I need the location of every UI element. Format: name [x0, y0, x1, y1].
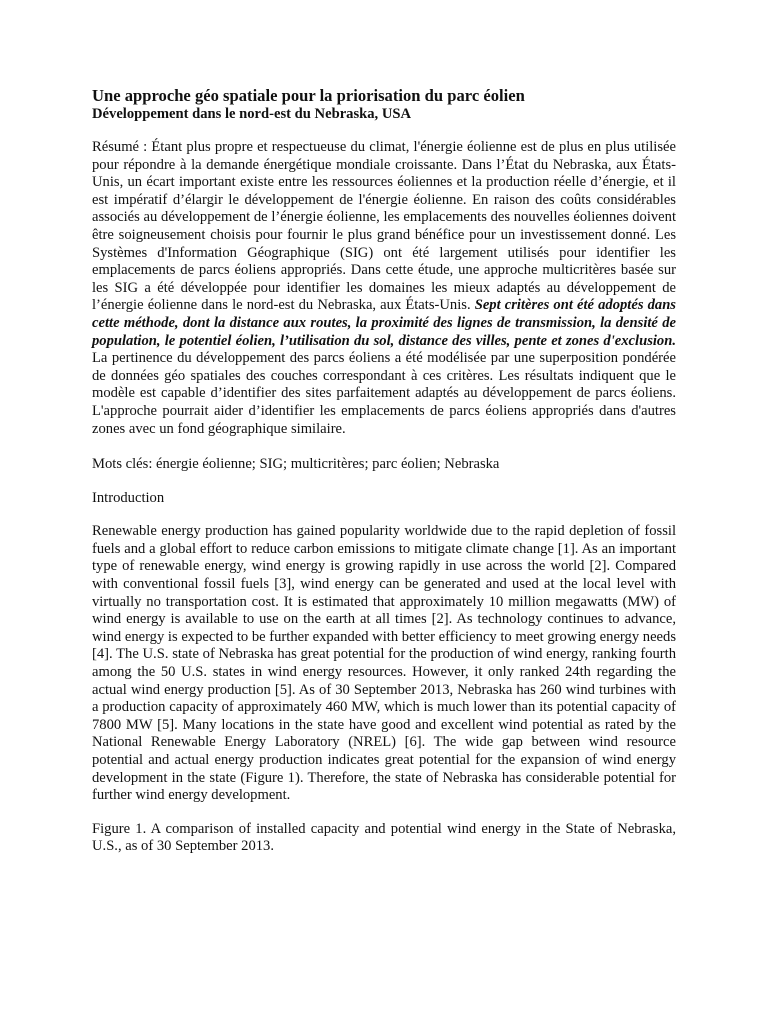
introduction-paragraph: Renewable energy production has gained popularity worldwide due to the rapid depletion of fossil fuels and a global effort to reduce carbon emissions to mitigate climate change [1]. As an important type of renewable energy, wind energy is growing rapidly in use across the world [2]. Compared with conventional fossil fuels [3], wind energy can be generated and used at the local level with virtually no transportation cost. It is estimated that approximately 10 million megawatts (MW) of wind energy is available to use on the earth at all times [2]. As technology continues to advance, wind energy is expected to be further expanded with better efficiency to meet growing energy needs [4]. The U.S. state of Nebraska has great potential for the production of wind energy, ranking fourth among the 50 U.S. states in wind energy resources. However, it only ranked 24th regarding the actual wind energy production [5]. As of 30 September 2013, Nebraska has 260 wind turbines with a production capacity of approximately 460 MW, which is much lower than its potential capacity of 7800 MW [5]. Many locations in the state have good and excellent wind potential as rated by the National Renewable Energy Laboratory (NREL) [6]. The wide gap between wind resource potential and actual energy production indicates great potential for the expansion of wind energy development in the state (Figure 1). Therefore, the state of Nebraska has considerable potential for further wind energy development. — [92, 523, 676, 804]
abstract-emphasis: Sept critères ont été adoptés dans cette méthode, dont la distance aux routes, la proximité des lignes de transmission, la densité de population, le potentiel éolien, l’utilisation du sol, distance des villes, pente et zones d'exclusion. — [92, 297, 676, 349]
document-subtitle: Développement dans le nord-est du Nebraska, USA — [92, 106, 412, 122]
abstract-text-part1: Résumé : Étant plus propre et respectueuse du climat, l'énergie éolienne est de plus en plus utilisée pour répondre à la demande énergétique mondiale croissante. Dans l’État du Nebraska, aux États-Unis, un écart important existe entre les ressources éoliennes et la production réelle d’énergie, et il est impératif d’élargir le développement de l'énergie éolienne. En raison des coûts considérables associés au développement de l’énergie éolienne, les emplacements des nouvelles éoliennes doivent être soigneusement choisis pour fournir le plus grand bénéfice pour un investissement donné. Les Systèmes d'Information Géographique (SIG) ont été largement utilisés pour identifier les emplacements de parcs éoliens appropriés. Dans cette étude, une approche multicritères basée sur les SIG a été développée pour identifier les domaines les mieux adaptés au développement de l’énergie éolienne dans le nord-est du Nebraska, aux États-Unis. — [92, 139, 676, 314]
abstract-paragraph — [92, 139, 676, 438]
figure-caption: Figure 1. A comparison of installed capacity and potential wind energy in the State of Nebraska, U.S., as of 30 September 2013. — [92, 820, 676, 855]
abstract-text-part2: La pertinence du développement des parcs éoliens a été modélisée par une superposition pondérée de données géo spatiales des couches correspondant à ces critères. Les résultats indiquent que le modèle est capable d’identifier des sites parfaitement adaptés au développement de parcs éoliens. L'approche pourrait aider d’identifier les emplacements de parcs éoliens appropriés dans d'autres zones avec un fond géographique similaire. — [92, 350, 676, 437]
document-page — [92, 86, 676, 872]
keywords-line: Mots clés: énergie éolienne; SIG; multicritères; parc éolien; Nebraska — [92, 456, 500, 473]
section-heading-introduction: Introduction — [92, 489, 165, 506]
document-title: Une approche géo spatiale pour la priorisation du parc éolien — [92, 86, 525, 105]
